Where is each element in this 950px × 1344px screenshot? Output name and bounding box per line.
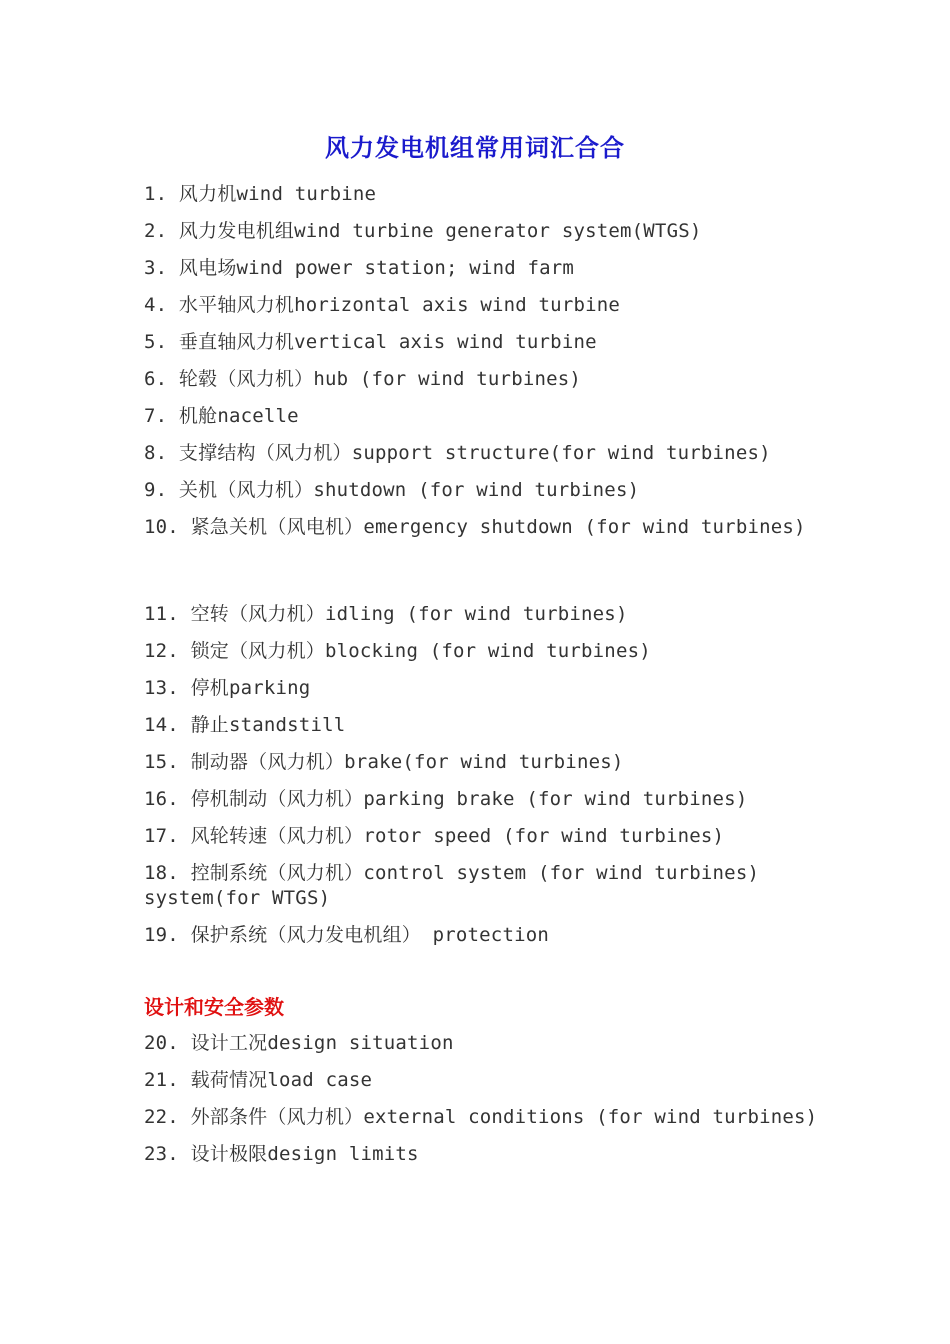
entry-english-term: support structure(for wind turbines): [351, 442, 771, 464]
entry-english-term: shutdown (for wind turbines): [313, 479, 640, 501]
glossary-entry: [144, 639, 834, 664]
entry-english-term: nacelle: [217, 405, 299, 427]
entry-english-term: design limits: [267, 1143, 419, 1165]
entry-chinese-term: 机舱: [178, 405, 218, 427]
glossary-entry: [144, 478, 834, 503]
entry-chinese-term: 控制系统（风力机）: [190, 862, 364, 884]
entry-chinese-term: 支撑结构（风力机）: [178, 442, 352, 464]
entry-english-term: load case: [267, 1069, 373, 1091]
entry-number: 15.: [144, 751, 179, 773]
glossary-list-part1: [144, 182, 834, 540]
entry-number: 20.: [144, 1032, 179, 1054]
entry-number: 19.: [144, 924, 179, 946]
entry-chinese-term: 风力发电机组: [178, 220, 295, 242]
section-heading: 设计和安全参数: [144, 995, 284, 1019]
glossary-entry: [144, 1068, 834, 1093]
entry-chinese-term: 紧急关机（风电机）: [190, 516, 364, 538]
entry-number: 4.: [144, 294, 168, 316]
glossary-entry: [144, 330, 834, 355]
entry-chinese-term: 关机（风力机）: [178, 479, 314, 501]
entry-english-term: external conditions (for wind turbines): [363, 1106, 818, 1128]
entry-chinese-term: 垂直轴风力机: [178, 331, 295, 353]
entry-number: 21.: [144, 1069, 179, 1091]
entry-chinese-term: 停机: [190, 677, 229, 699]
glossary-entry: [144, 256, 834, 281]
entry-chinese-term: 保护系统（风力发电机组）: [190, 924, 421, 946]
entry-english-term: protection: [420, 924, 549, 946]
glossary-entry: [144, 441, 834, 466]
glossary-entry: [144, 787, 834, 812]
glossary-entry: [144, 1105, 834, 1130]
glossary-list-part2: [144, 602, 834, 948]
entry-chinese-term: 设计极限: [190, 1143, 268, 1165]
glossary-entry: [144, 923, 834, 948]
entry-number: 16.: [144, 788, 179, 810]
entry-number: 3.: [144, 257, 168, 279]
entry-number: 11.: [144, 603, 179, 625]
entry-number: 14.: [144, 714, 179, 736]
entry-chinese-term: 水平轴风力机: [178, 294, 295, 316]
entry-chinese-term: 轮毂（风力机）: [178, 368, 314, 390]
glossary-entry: [144, 367, 834, 392]
entry-number: 18.: [144, 862, 179, 884]
entry-chinese-term: 制动器（风力机）: [190, 751, 345, 773]
entry-chinese-term: 风轮转速（风力机）: [190, 825, 364, 847]
glossary-entry: [144, 219, 834, 244]
glossary-entry: [144, 713, 834, 738]
entry-number: 9.: [144, 479, 168, 501]
entry-number: 7.: [144, 405, 168, 427]
glossary-entry: [144, 404, 834, 429]
entry-chinese-term: 载荷情况: [190, 1069, 268, 1091]
glossary-entry: [144, 676, 834, 701]
entry-number: 2.: [144, 220, 168, 242]
entry-english-term: wind power station; wind farm: [236, 257, 575, 279]
entry-number: 8.: [144, 442, 168, 464]
entry-number: 5.: [144, 331, 168, 353]
glossary-content: [144, 182, 834, 1179]
entry-english-term: parking brake (for wind turbines): [363, 788, 748, 810]
glossary-entry: [144, 1142, 834, 1167]
glossary-entry: [144, 602, 834, 627]
entry-chinese-term: 设计工况: [190, 1032, 268, 1054]
glossary-entry: [144, 182, 834, 207]
entry-english-term: parking: [228, 677, 311, 699]
glossary-entry: [144, 824, 834, 849]
entry-chinese-term: 停机制动（风力机）: [190, 788, 364, 810]
entry-english-term: idling (for wind turbines): [324, 603, 628, 625]
entry-number: 6.: [144, 368, 168, 390]
entry-english-term: standstill: [228, 714, 346, 736]
entry-chinese-term: 风力机: [178, 183, 237, 205]
entry-english-term: wind turbine generator system(WTGS): [294, 220, 702, 242]
entry-english-term: hub (for wind turbines): [313, 368, 582, 390]
glossary-entry: [144, 293, 834, 318]
entry-chinese-term: 空转（风力机）: [190, 603, 325, 625]
entry-english-term: control system (for wind turbines) system(for WTGS): [144, 862, 771, 909]
entry-english-term: wind turbine: [236, 183, 377, 205]
entry-english-term: emergency shutdown (for wind turbines): [363, 516, 806, 538]
entry-number: 10.: [144, 516, 179, 538]
entry-number: 23.: [144, 1143, 179, 1165]
glossary-entry: [144, 515, 834, 540]
glossary-entry: [144, 861, 834, 911]
spacer: [144, 960, 834, 994]
entry-english-term: horizontal axis wind turbine: [294, 294, 621, 316]
entry-english-term: rotor speed (for wind turbines): [363, 825, 725, 847]
entry-number: 17.: [144, 825, 179, 847]
entry-english-term: blocking (for wind turbines): [324, 640, 651, 662]
entry-english-term: brake(for wind turbines): [344, 751, 624, 773]
entry-number: 1.: [144, 183, 168, 205]
entry-number: 12.: [144, 640, 179, 662]
entry-number: 13.: [144, 677, 179, 699]
glossary-entry: [144, 1031, 834, 1056]
entry-chinese-term: 锁定（风力机）: [190, 640, 325, 662]
entry-number: 22.: [144, 1106, 179, 1128]
entry-chinese-term: 风电场: [178, 257, 237, 279]
glossary-list-part3: [144, 1031, 834, 1167]
entry-english-term: design situation: [267, 1032, 454, 1054]
document-title: 风力发电机组常用词汇合合: [325, 133, 625, 162]
glossary-entry: [144, 750, 834, 775]
entry-chinese-term: 外部条件（风力机）: [190, 1106, 364, 1128]
entry-english-term: vertical axis wind turbine: [294, 331, 597, 353]
entry-chinese-term: 静止: [190, 714, 229, 736]
spacer: [144, 552, 834, 602]
